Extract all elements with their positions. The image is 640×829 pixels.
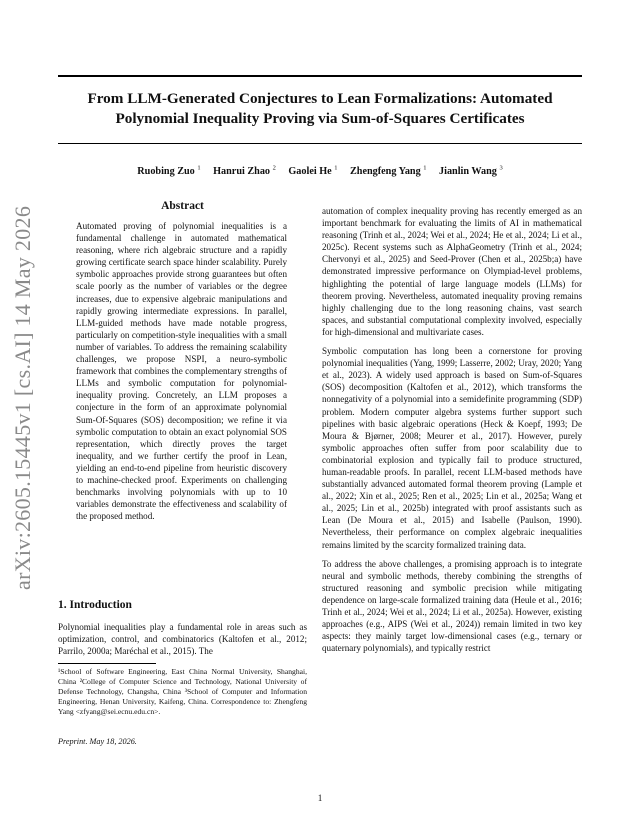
intro-paragraph: Polynomial inequalities play a fundamental role in areas such as optimization, control, and combinatorics (Kaltofen et al., 2012; Parrilo, 2000a; Maréchal et al., 2015). The <box>58 622 307 657</box>
abstract-heading: Abstract <box>161 200 204 212</box>
author: Ruobing Zuo $^1$ <box>137 165 201 178</box>
right-column <box>322 205 582 661</box>
preprint-note: Preprint. May 18, 2026. <box>58 737 137 746</box>
author-list <box>58 165 582 177</box>
author: Zhengfeng Yang $^1$ <box>350 165 427 178</box>
author: Hanrui Zhao $^2$ <box>213 165 276 178</box>
body-paragraph: Symbolic computation has long been a cornerstone for proving polynomial inequalities (Yang, 1999; Lasserre, 2002; Uray, 2020; Yang et al., 2023). A widely used approach is based on Sum-of-Squares (SOS) decomposition (Kaltofen et al., 2012), which transforms the nonnegativity of a polynomial into a semidefinite programming (SDP) problem. Modern computer algebra systems further support such pipelines with basic algebraic operations (Heck & Koepf, 1993; De Moura & Bjørner, 2008; Meurer et al., 2017). However, purely symbolic approaches often suffer from poor scalability due to combinatorial explosion and typically fail to produce structured, human-readable proofs. In parallel, recent LLM-based methods have substantially advanced automated formal theorem proving (Lample et al., 2022; Xin et al., 2025; Ren et al., 2025; Lin et al., 2025a; Wang et al., 2025; Lin et al., 2025b) integrated with proof assistants such as Lean (De Moura et al., 2015) and Isabelle (Paulson, 1990). Nevertheless, their performance on complex algebraic inequalities remains limited by the scarcity formalized training data. <box>322 346 582 550</box>
author: Jianlin Wang $^3$ <box>439 165 503 178</box>
author: Gaolei He $^1$ <box>288 165 338 178</box>
title-top-rule <box>58 75 582 77</box>
left-column <box>58 200 307 522</box>
paper-title: From LLM-Generated Conjectures to Lean Formalizations: Automated Polynomial Inequality Proving via Sum-of-Squares Certificates <box>87 90 553 127</box>
body-paragraph: automation of complex inequality proving has recently emerged as an important benchmark for evaluating the limits of AI in mathematical reasoning (Trinh et al., 2024; Wei et al., 2024; He et al., 2024; Li et al., 2025c). Recent systems such as AlphaGeometry (Trinh et al., 2024; Chervonyi et al., 2025) and Seed-Prover (Chen et al., 2025b;a) have demonstrated impressive performance on Olympiad-level problems, highlighting the potential of large language models (LLMs) for theorem proving. Nevertheless, automated inequality proving remains highly challenging due to the long reasoning chains, vast search spaces, and substantial computational complexity involved, especially for high-dimensional and multivariate cases. <box>322 206 582 337</box>
body-paragraph: To address the above challenges, a promising approach is to integrate neural and symbolic methods, thereby combining the strengths of structured reasoning and symbolic precision while mitigating dependence on large-scale formalized training data (Heule et al., 2016; Trinh et al., 2024; Wei et al., 2024; Li et al., 2025a). However, existing approaches (e.g., AIPS (Wei et al., 2024)) remain limited in two key aspects: they mainly target low-dimensional cases (e.g., ternary or quaternary polynomials), and typically restrict <box>322 558 582 654</box>
section-heading-introduction: 1. Introduction <box>58 599 132 611</box>
affiliation-footnotes: ¹School of Software Engineering, East China Normal University, Shanghai, China ²College of Computer Science and Technology, National University of Defense Technology, Changsha, China ³School of Computer and Information Engineering, Henan University, Kaifeng, China. Correspondence to: Zhengfeng Yang <zfyang@sei.ecnu.edu.cn>. <box>58 667 307 716</box>
arxiv-identifier-stamp: arXiv:2605.15445v1 [cs.AI] 14 May 2026 <box>10 205 35 590</box>
footnote-separator <box>58 663 156 664</box>
title-bottom-rule <box>58 143 582 144</box>
page-number: 1 <box>317 793 323 803</box>
abstract-text: Automated proving of polynomial inequalities is a fundamental challenge in automated mathematical reasoning, where rich algebraic structure and a rapidly growing certificate search space hinder scalability. Purely symbolic approaches provide strong guarantees but often scale poorly as the number of variables or the degree increases, due to expensive algebraic manipulations and rapidly growing intermediate expressions. In parallel, LLM-guided methods have made notable progress, particularly on competition-style inequalities with a small number of variables. To address the remaining scalability challenges, we propose NSPI, a neuro-symbolic framework that combines the complementary strengths of LLMs and symbolic computation for polynomial-inequality proving. Concretely, an LLM proposes a conjecture in the form of an approximate polynomial Sum-Of-Squares (SOS) decomposition; we refine it via symbolic computation to obtain an exact polynomial SOS representation, which directly proves the target inequality, and we further certify the proof in Lean, yielding an end-to-end pipeline from heuristic discovery to machine-checked proof. Experiments on challenging benchmarks involving polynomials with up to 10 variables demonstrate the effectiveness and scalability of the proposed method. <box>76 221 287 522</box>
